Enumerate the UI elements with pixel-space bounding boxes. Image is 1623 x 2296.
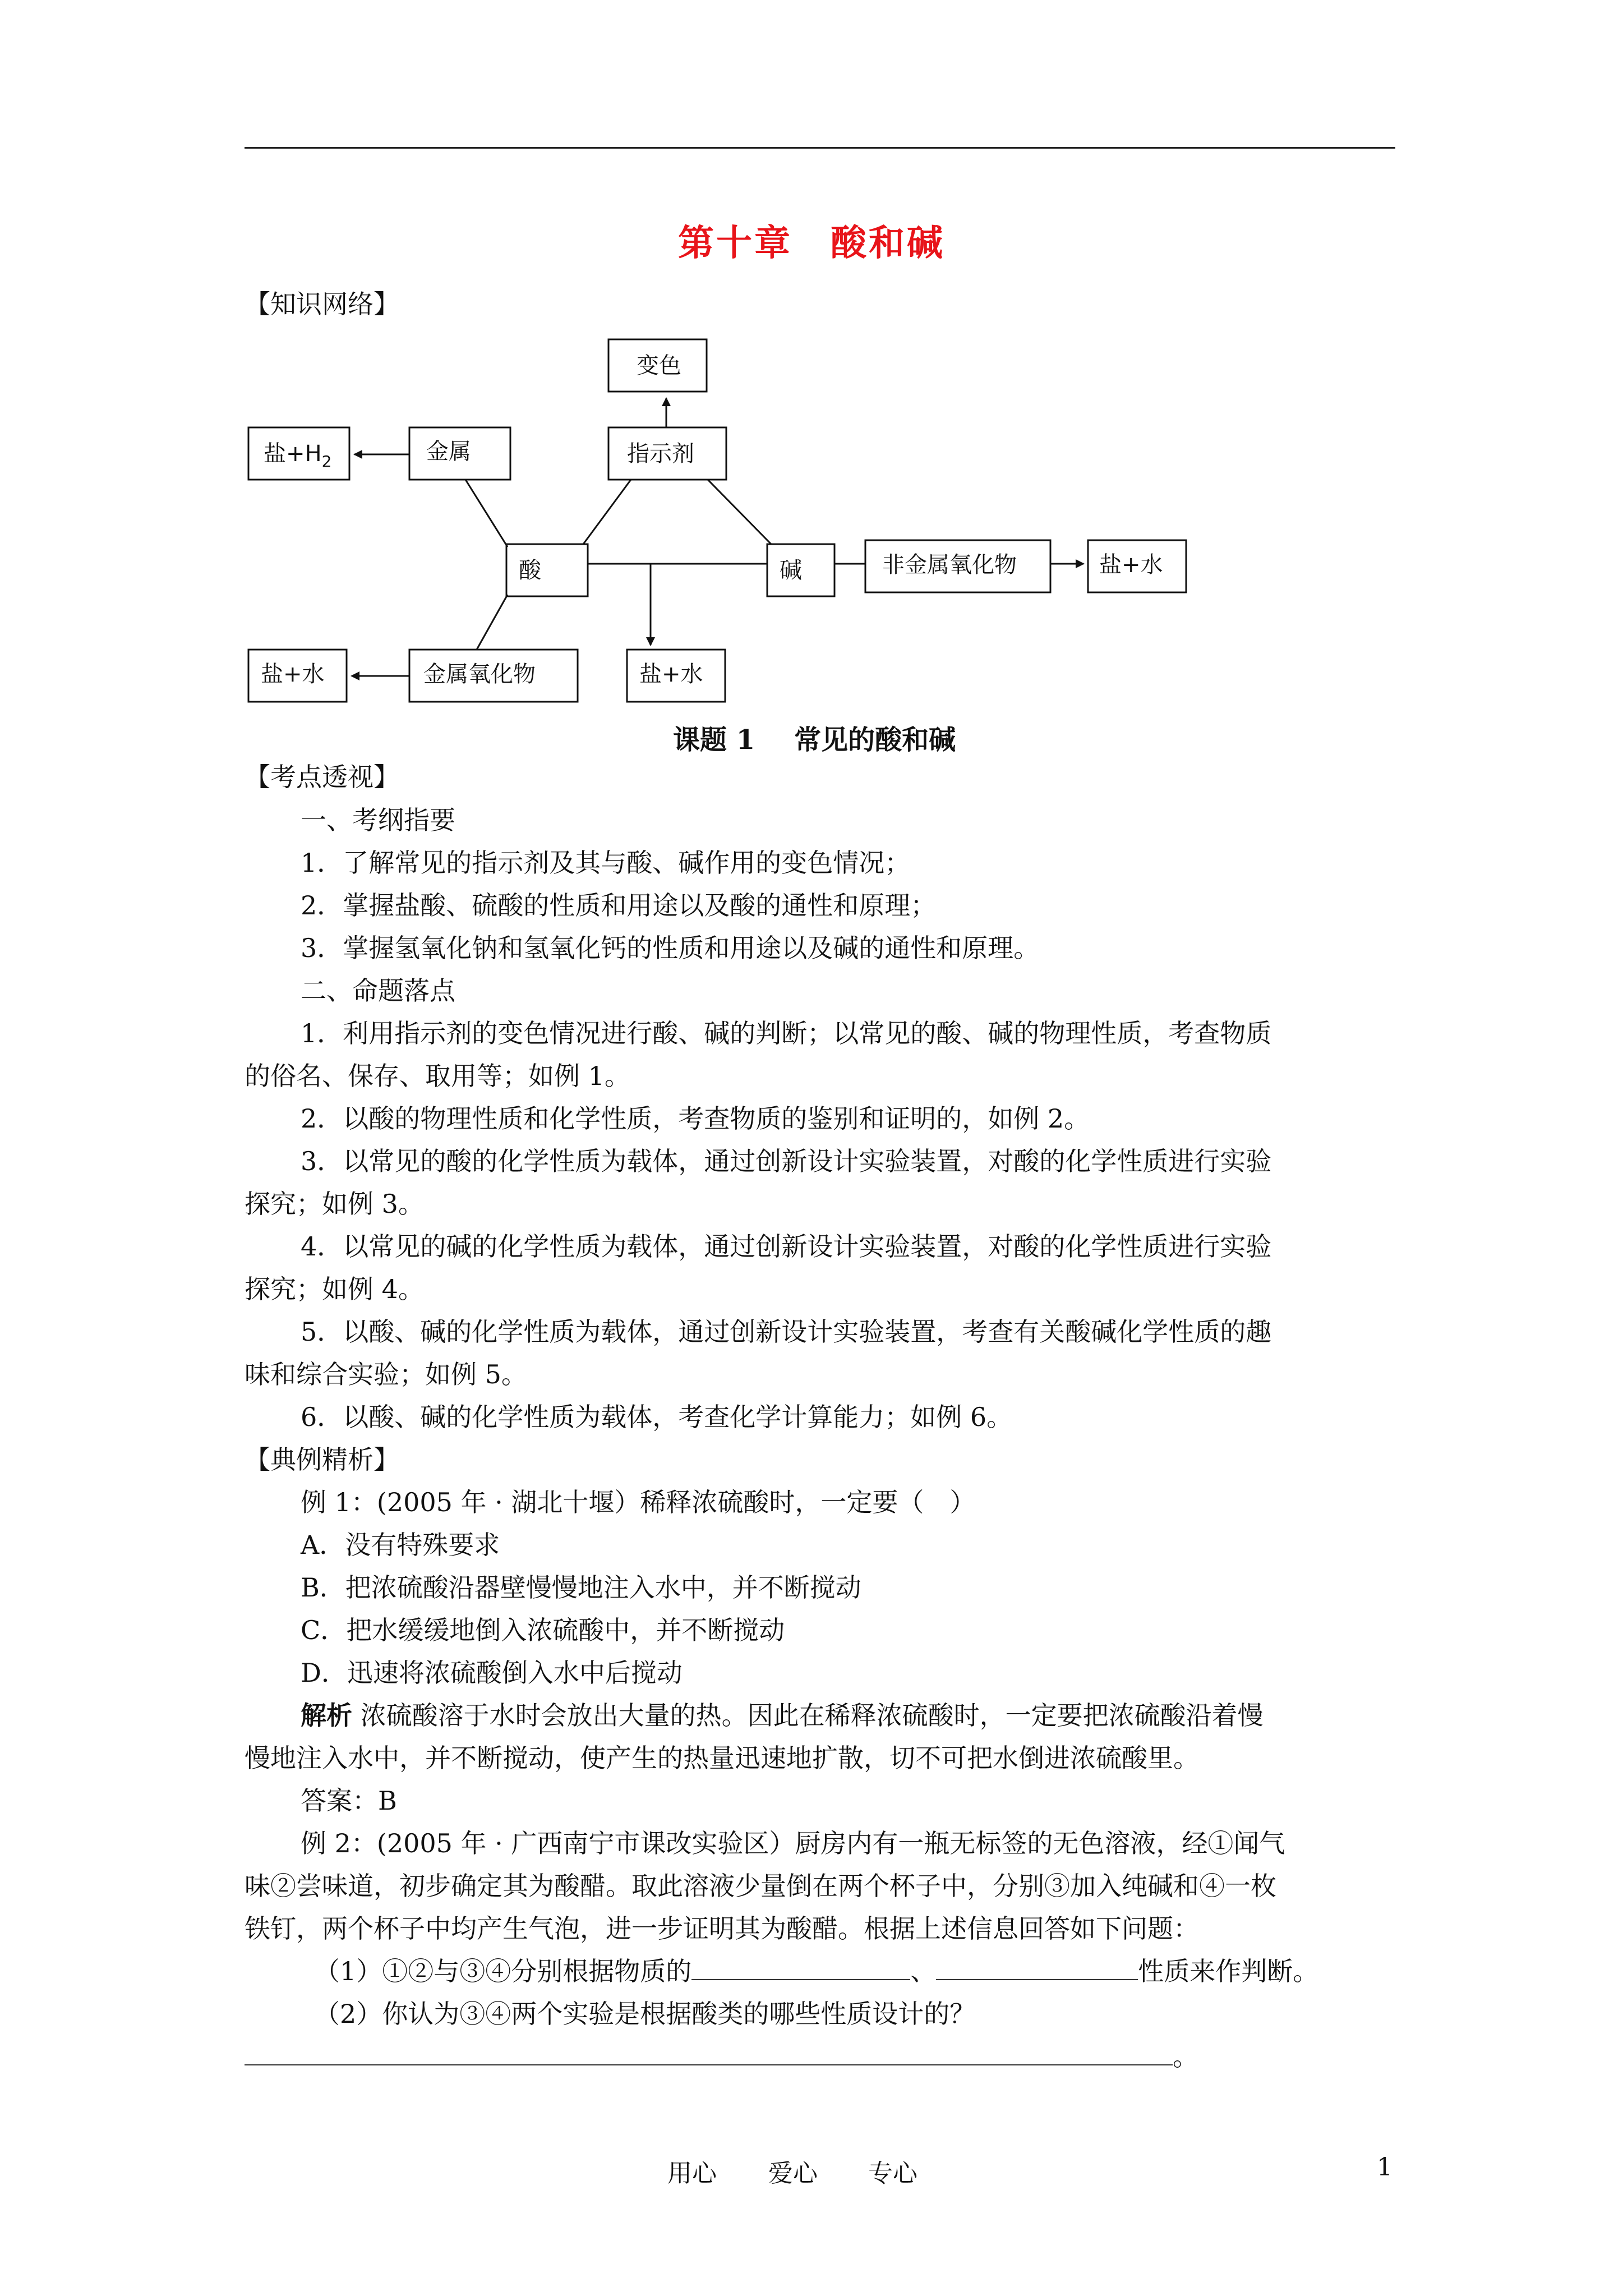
- point-line: 的俗名、保存、取用等；如例 1。: [245, 1061, 630, 1091]
- q1-prefix: （1）①②与③④分别根据物质的: [314, 1956, 692, 1986]
- salt-water-right-label: 盐+水: [1099, 552, 1163, 578]
- example-2-text: 铁钉，两个杯子中均产生气泡，进一步证明其为酸醋。根据上述信息回答如下问题：: [245, 1913, 1199, 1944]
- example-1-option: A．没有特殊要求: [301, 1530, 500, 1560]
- example-1-analysis-cont: 慢地注入水中，并不断搅动，使产生的热量迅速地扩散，切不可把水倒进浓硫酸里。: [245, 1743, 1199, 1773]
- analysis-text: 浓硫酸溶于水时会放出大量的热。因此在稀释浓硫酸时，一定要把浓硫酸沿着慢: [360, 1700, 1264, 1731]
- metal-label: 金属: [426, 439, 471, 464]
- example-2-text: 味②尝味道，初步确定其为酸醋。取此溶液少量倒在两个杯子中，分别③加入纯碱和④一枚: [245, 1871, 1276, 1901]
- point-line: 探究；如例 4。: [245, 1274, 424, 1304]
- base-label: 碱: [780, 558, 802, 583]
- lesson-number: 课题 1: [673, 724, 755, 756]
- example-2-answer-line: [245, 2040, 1198, 2073]
- point-line: 3．以常见的酸的化学性质为载体，通过创新设计实验装置，对酸的化学性质进行实验: [301, 1146, 1272, 1176]
- example-1-answer: 答案：B: [301, 1786, 397, 1816]
- examples-heading: 【典例精析】: [245, 1444, 399, 1475]
- indicator-label: 指示剂: [627, 441, 694, 467]
- point-line: 4．以常见的碱的化学性质为载体，通过创新设计实验装置，对酸的化学性质进行实验: [301, 1231, 1272, 1262]
- lesson-name: 常见的酸和碱: [794, 724, 956, 756]
- point-line: 1．利用指示剂的变色情况进行酸、碱的判断；以常见的酸、碱的物理性质，考查物质: [301, 1018, 1272, 1048]
- salt-water-left-label: 盐+水: [261, 661, 325, 687]
- q1-sep: 、: [910, 1956, 937, 1986]
- example-1-option: B．把浓硫酸沿器壁慢慢地注入水中，并不断搅动: [301, 1572, 861, 1603]
- exam-focus-heading: 【考点透视】: [245, 762, 399, 792]
- point-line: 6．以酸、碱的化学性质为载体，考查化学计算能力；如例 6。: [301, 1402, 1013, 1432]
- example-1-option: D．迅速将浓硫酸倒入水中后搅动: [301, 1658, 683, 1688]
- example-1-question: 例 1：(2005 年 · 湖北十堰）稀释浓硫酸时，一定要（ ）: [301, 1487, 976, 1517]
- q2-end: 。: [1173, 2041, 1198, 2072]
- example-2-question-2: （2）你认为③④两个实验是根据酸类的哪些性质设计的？: [314, 1999, 976, 2029]
- analysis-label: 解析: [301, 1700, 352, 1731]
- salt-h2-label: 盐$+H_2$: [264, 441, 332, 471]
- color-change-label: 变色: [637, 353, 681, 379]
- point-line: 5．以酸、碱的化学性质为载体，通过创新设计实验装置，考查有关酸碱化学性质的趣: [301, 1317, 1272, 1347]
- point-line: 探究；如例 3。: [245, 1189, 424, 1219]
- outline-item: 1．了解常见的指示剂及其与酸、碱作用的变色情况；: [301, 848, 911, 878]
- salt-water-center-label: 盐+水: [639, 661, 703, 687]
- knowledge-network-heading: 【知识网络】: [245, 289, 399, 319]
- answer-blank[interactable]: [245, 2040, 1173, 2065]
- knowledge-network-diagram: [0, 0, 1623, 729]
- footer-right: 专心: [868, 2159, 917, 2188]
- outline-item: 2．掌握盐酸、硫酸的性质和用途以及酸的通性和原理；: [301, 890, 937, 921]
- point-line: 2．以酸的物理性质和化学性质，考查物质的鉴别和证明的，如例 2。: [301, 1103, 1090, 1134]
- page-number: 1: [1377, 2153, 1393, 2182]
- answer-blank[interactable]: [936, 1954, 1138, 1980]
- example-1-analysis: [301, 1699, 1264, 1732]
- footer-middle: 爱心: [768, 2159, 818, 2188]
- lesson-title: [673, 718, 956, 757]
- example-1-option: C．把水缓缓地倒入浓硫酸中，并不断搅动: [301, 1615, 785, 1645]
- outline-item: 3．掌握氢氧化钠和氢氧化钙的性质和用途以及碱的通性和原理。: [301, 933, 1040, 963]
- example-2-text: 例 2：(2005 年 · 广西南宁市课改实验区）厨房内有一瓶无标签的无色溶液，经①闻气: [301, 1828, 1285, 1858]
- chapter-title: 第十章 酸和碱: [678, 222, 945, 264]
- acid-label: 酸: [519, 558, 541, 583]
- q1-suffix: 性质来作判断。: [1138, 1956, 1319, 1986]
- outline-heading: 一、考纲指要: [301, 805, 455, 835]
- metal-oxide-label: 金属氧化物: [423, 661, 536, 687]
- footer-left: 用心: [667, 2159, 717, 2188]
- nonmetal-oxide-label: 非金属氧化物: [882, 552, 1017, 578]
- point-line: 味和综合实验；如例 5。: [245, 1359, 527, 1389]
- answer-blank[interactable]: [691, 1954, 910, 1980]
- example-2-question-1: [314, 1954, 1318, 1988]
- points-heading: 二、命题落点: [301, 976, 455, 1006]
